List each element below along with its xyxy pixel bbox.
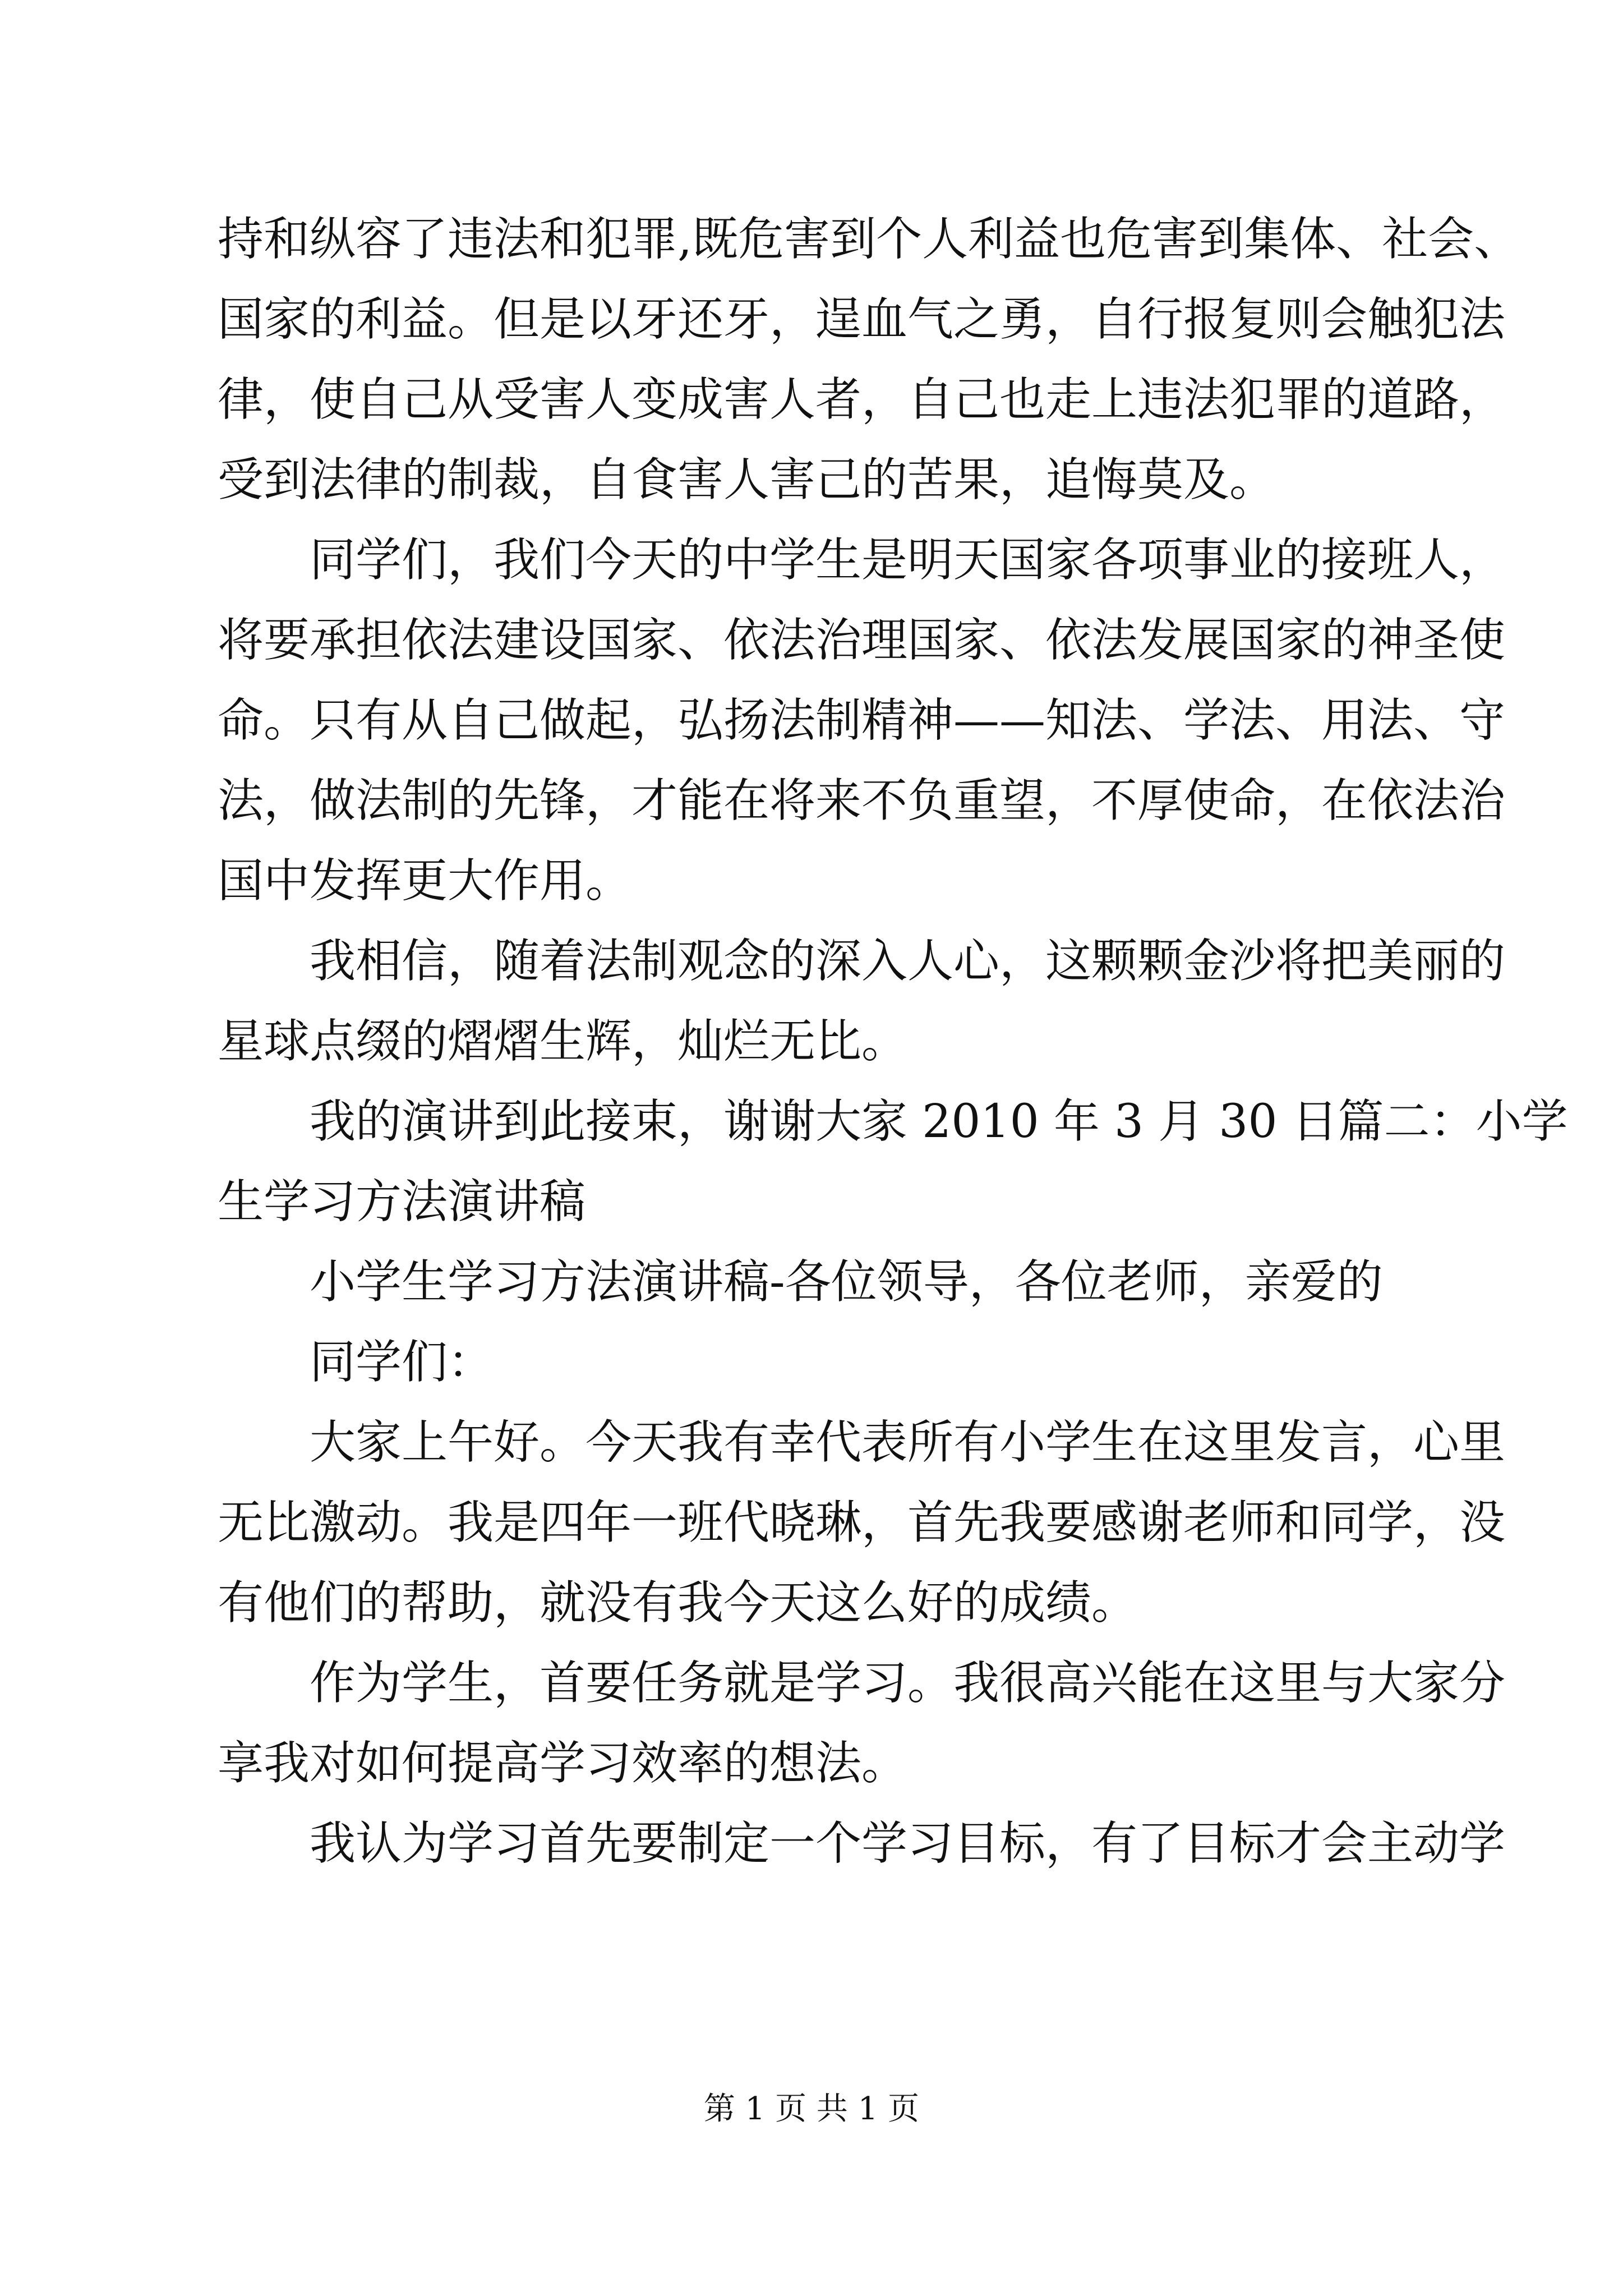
paragraph-start-line: 小学生学习方法演讲稿-各位领导，各位老师，亲爱的 xyxy=(310,1255,1383,1309)
text-line: 国家的利益。但是以牙还牙，逞血气之勇，自行报复则会触犯法 xyxy=(218,293,1506,346)
document-body xyxy=(218,199,1568,1884)
text-line: 律，使自己从受害人变成害人者，自己也走上违法犯罪的道路， xyxy=(218,373,1506,426)
text-line: 无比激动。我是四年一班代晓琳，首先我要感谢老师和同学，没 xyxy=(218,1496,1506,1549)
paragraph-start-line: 大家上午好。今天我有幸代表所有小学生在这里发言，心里 xyxy=(310,1416,1506,1469)
text-line: 将要承担依法建设国家、依法治理国家、依法发展国家的神圣使 xyxy=(218,614,1506,667)
paragraph-start-line: 同学们： xyxy=(310,1336,494,1389)
text-line: 命。只有从自己做起，弘扬法制精神——知法、学法、用法、守 xyxy=(218,694,1506,747)
text-line: 有他们的帮助，就没有我今天这么好的成绩。 xyxy=(218,1576,1138,1630)
paragraph-start-line: 作为学生，首要任务就是学习。我很高兴能在这里与大家分 xyxy=(310,1657,1506,1710)
text-line: 持和纵容了违法和犯罪,既危害到个人利益也危害到集体、社会、 xyxy=(218,213,1520,266)
text-line: 法，做法制的先锋，才能在将来不负重望，不厚使命，在依法治 xyxy=(218,774,1506,827)
text-line: 星球点缀的熠熠生辉，灿烂无比。 xyxy=(218,1015,908,1068)
page-footer: 第 1 页 共 1 页 xyxy=(703,2091,920,2127)
text-line: 受到法律的制裁，自食害人害己的苦果，追悔莫及。 xyxy=(218,453,1276,507)
paragraph-start-line: 同学们，我们今天的中学生是明天国家各项事业的接班人， xyxy=(310,533,1506,587)
text-line: 国中发挥更大作用。 xyxy=(218,854,632,908)
paragraph-start-line: 我认为学习首先要制定一个学习目标，有了目标才会主动学 xyxy=(310,1817,1506,1870)
paragraph-start-line: 我的演讲到此接束，谢谢大家 2010 年 3 月 30 日篇二：小学 xyxy=(310,1095,1568,1148)
text-line: 享我对如何提高学习效率的想法。 xyxy=(218,1737,908,1790)
paragraph-start-line: 我相信，随着法制观念的深入人心，这颗颗金沙将把美丽的 xyxy=(310,935,1506,988)
text-line: 生学习方法演讲稿 xyxy=(218,1175,586,1228)
